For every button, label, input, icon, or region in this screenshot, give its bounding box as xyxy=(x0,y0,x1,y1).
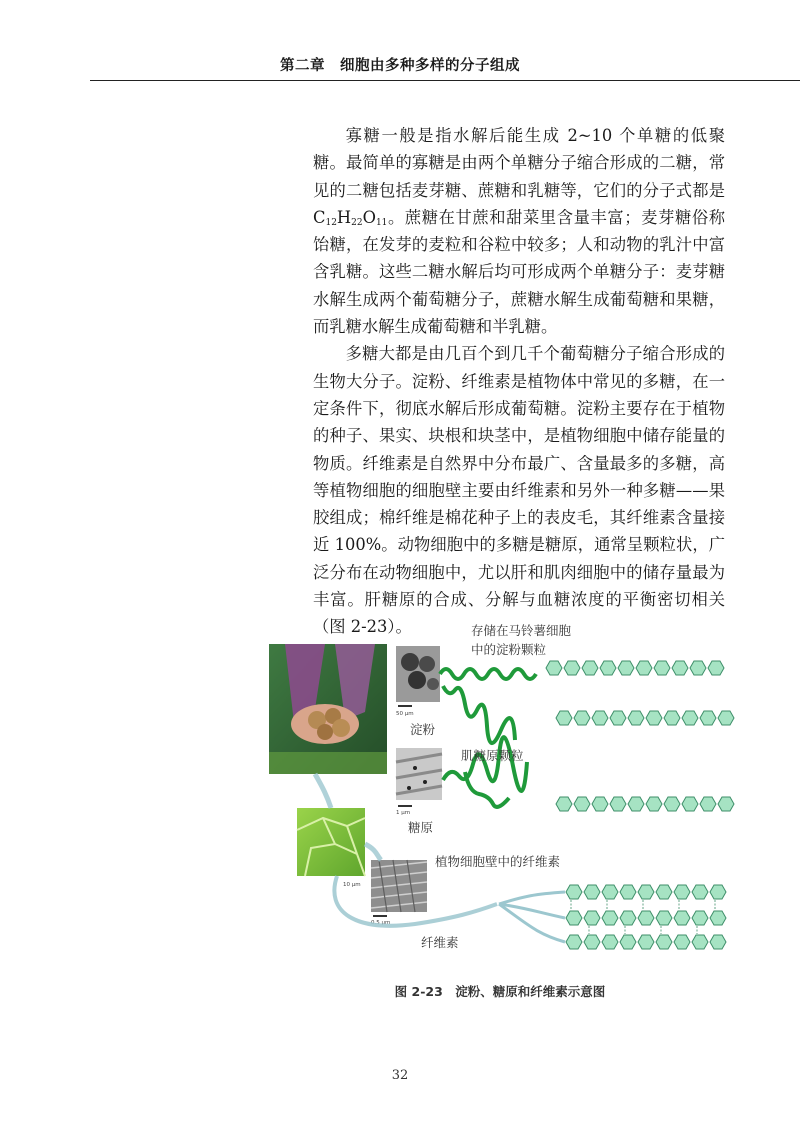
scale-label-2: 1 μm xyxy=(396,810,411,816)
header-rule xyxy=(90,80,800,81)
label-cellulose-wall: 植物细胞壁中的纤维素 xyxy=(435,854,561,869)
p1-h: H xyxy=(336,207,352,227)
glycogen-micrograph xyxy=(396,748,442,816)
chapter-header: 第二章 细胞由多种多样的分子组成 xyxy=(280,58,520,74)
glycogen-chain xyxy=(556,797,734,811)
paragraph-polysaccharides: 多糖大都是由几百个到几千个葡萄糖分子缩合形成的生物大分子。淀粉、纤维素是植物体中常见的多糖，在一定条件下，彻底水解后形成葡萄糖。淀粉主要存在于植物的种子、果实、块根和块茎中，是植物细胞中储存能量的物质。纤维素是自然界中分布最广、含量最多的多糖，高等植物细胞的细胞壁主要由纤维素和另外一种多糖——果胶组成；棉纤维是棉花种子上的表皮毛，其纤维素含量接近 100%。动物细胞中的多糖是糖原，通常呈颗粒状，广泛分布在动物细胞中，尤以肝和肌肉细胞中的储存量最为丰富。肝糖原的合成、分解与血糖浓度的平衡密切相关（图 2-23）。 xyxy=(313,344,725,637)
p1-sub-c: 12 xyxy=(325,217,337,228)
p1-sub-o: 11 xyxy=(375,217,388,228)
p1-sub-h: 22 xyxy=(351,217,363,228)
label-starch-granule-line2: 中的淀粉颗粒 xyxy=(471,642,547,657)
starch-branch-helix xyxy=(443,686,515,743)
p1-text-a: 寡糖一般是指水解后能生成 2~10 个单糖的低聚糖。最简单的寡糖是由两个单糖分子缩合形成的二糖，常见的二糖包括麦芽糖、蔗糖和乳糖等，它们的分子式都是 C xyxy=(313,126,725,227)
page-number: 32 xyxy=(391,1068,409,1083)
starch-chain-2 xyxy=(556,711,734,725)
cellulose-chains xyxy=(499,885,726,949)
scale-label-3: 10 μm xyxy=(343,882,361,888)
potato-photo xyxy=(269,644,387,774)
label-cellulose: 纤维素 xyxy=(421,935,459,950)
label-starch-granule-line1: 存储在马铃薯细胞 xyxy=(471,623,572,638)
polysaccharide-figure xyxy=(265,612,735,972)
label-glycogen-granule: 肌糖原颗粒 xyxy=(461,748,524,763)
paragraph-oligosaccharides xyxy=(313,122,725,340)
starch-micrograph xyxy=(396,646,440,717)
p1-text-b: 。蔗糖在甘蔗和甜菜里含量丰富；麦芽糖俗称饴糖，在发芽的麦粒和谷粒中较多；人和动物的乳汁中富含乳糖。这些二糖水解后均可形成两个单糖分子：麦芽糖水解生成两个葡萄糖分子，蔗糖水解生成葡萄糖和果糖，而乳糖水解生成葡萄糖和半乳糖。 xyxy=(313,207,725,337)
figure-caption: 图 2-23 淀粉、糖原和纤维素示意图 xyxy=(394,984,606,999)
label-starch: 淀粉 xyxy=(410,722,436,737)
scale-label-1: 50 μm xyxy=(396,711,414,717)
leaf-cell-photo xyxy=(297,808,365,876)
scale-label-4: 0.5 μm xyxy=(371,920,391,926)
starch-chain-1 xyxy=(546,661,724,675)
starch-helix xyxy=(440,669,536,679)
p1-o: O xyxy=(362,207,376,227)
label-glycogen: 糖原 xyxy=(408,820,434,835)
body-text xyxy=(313,122,725,641)
